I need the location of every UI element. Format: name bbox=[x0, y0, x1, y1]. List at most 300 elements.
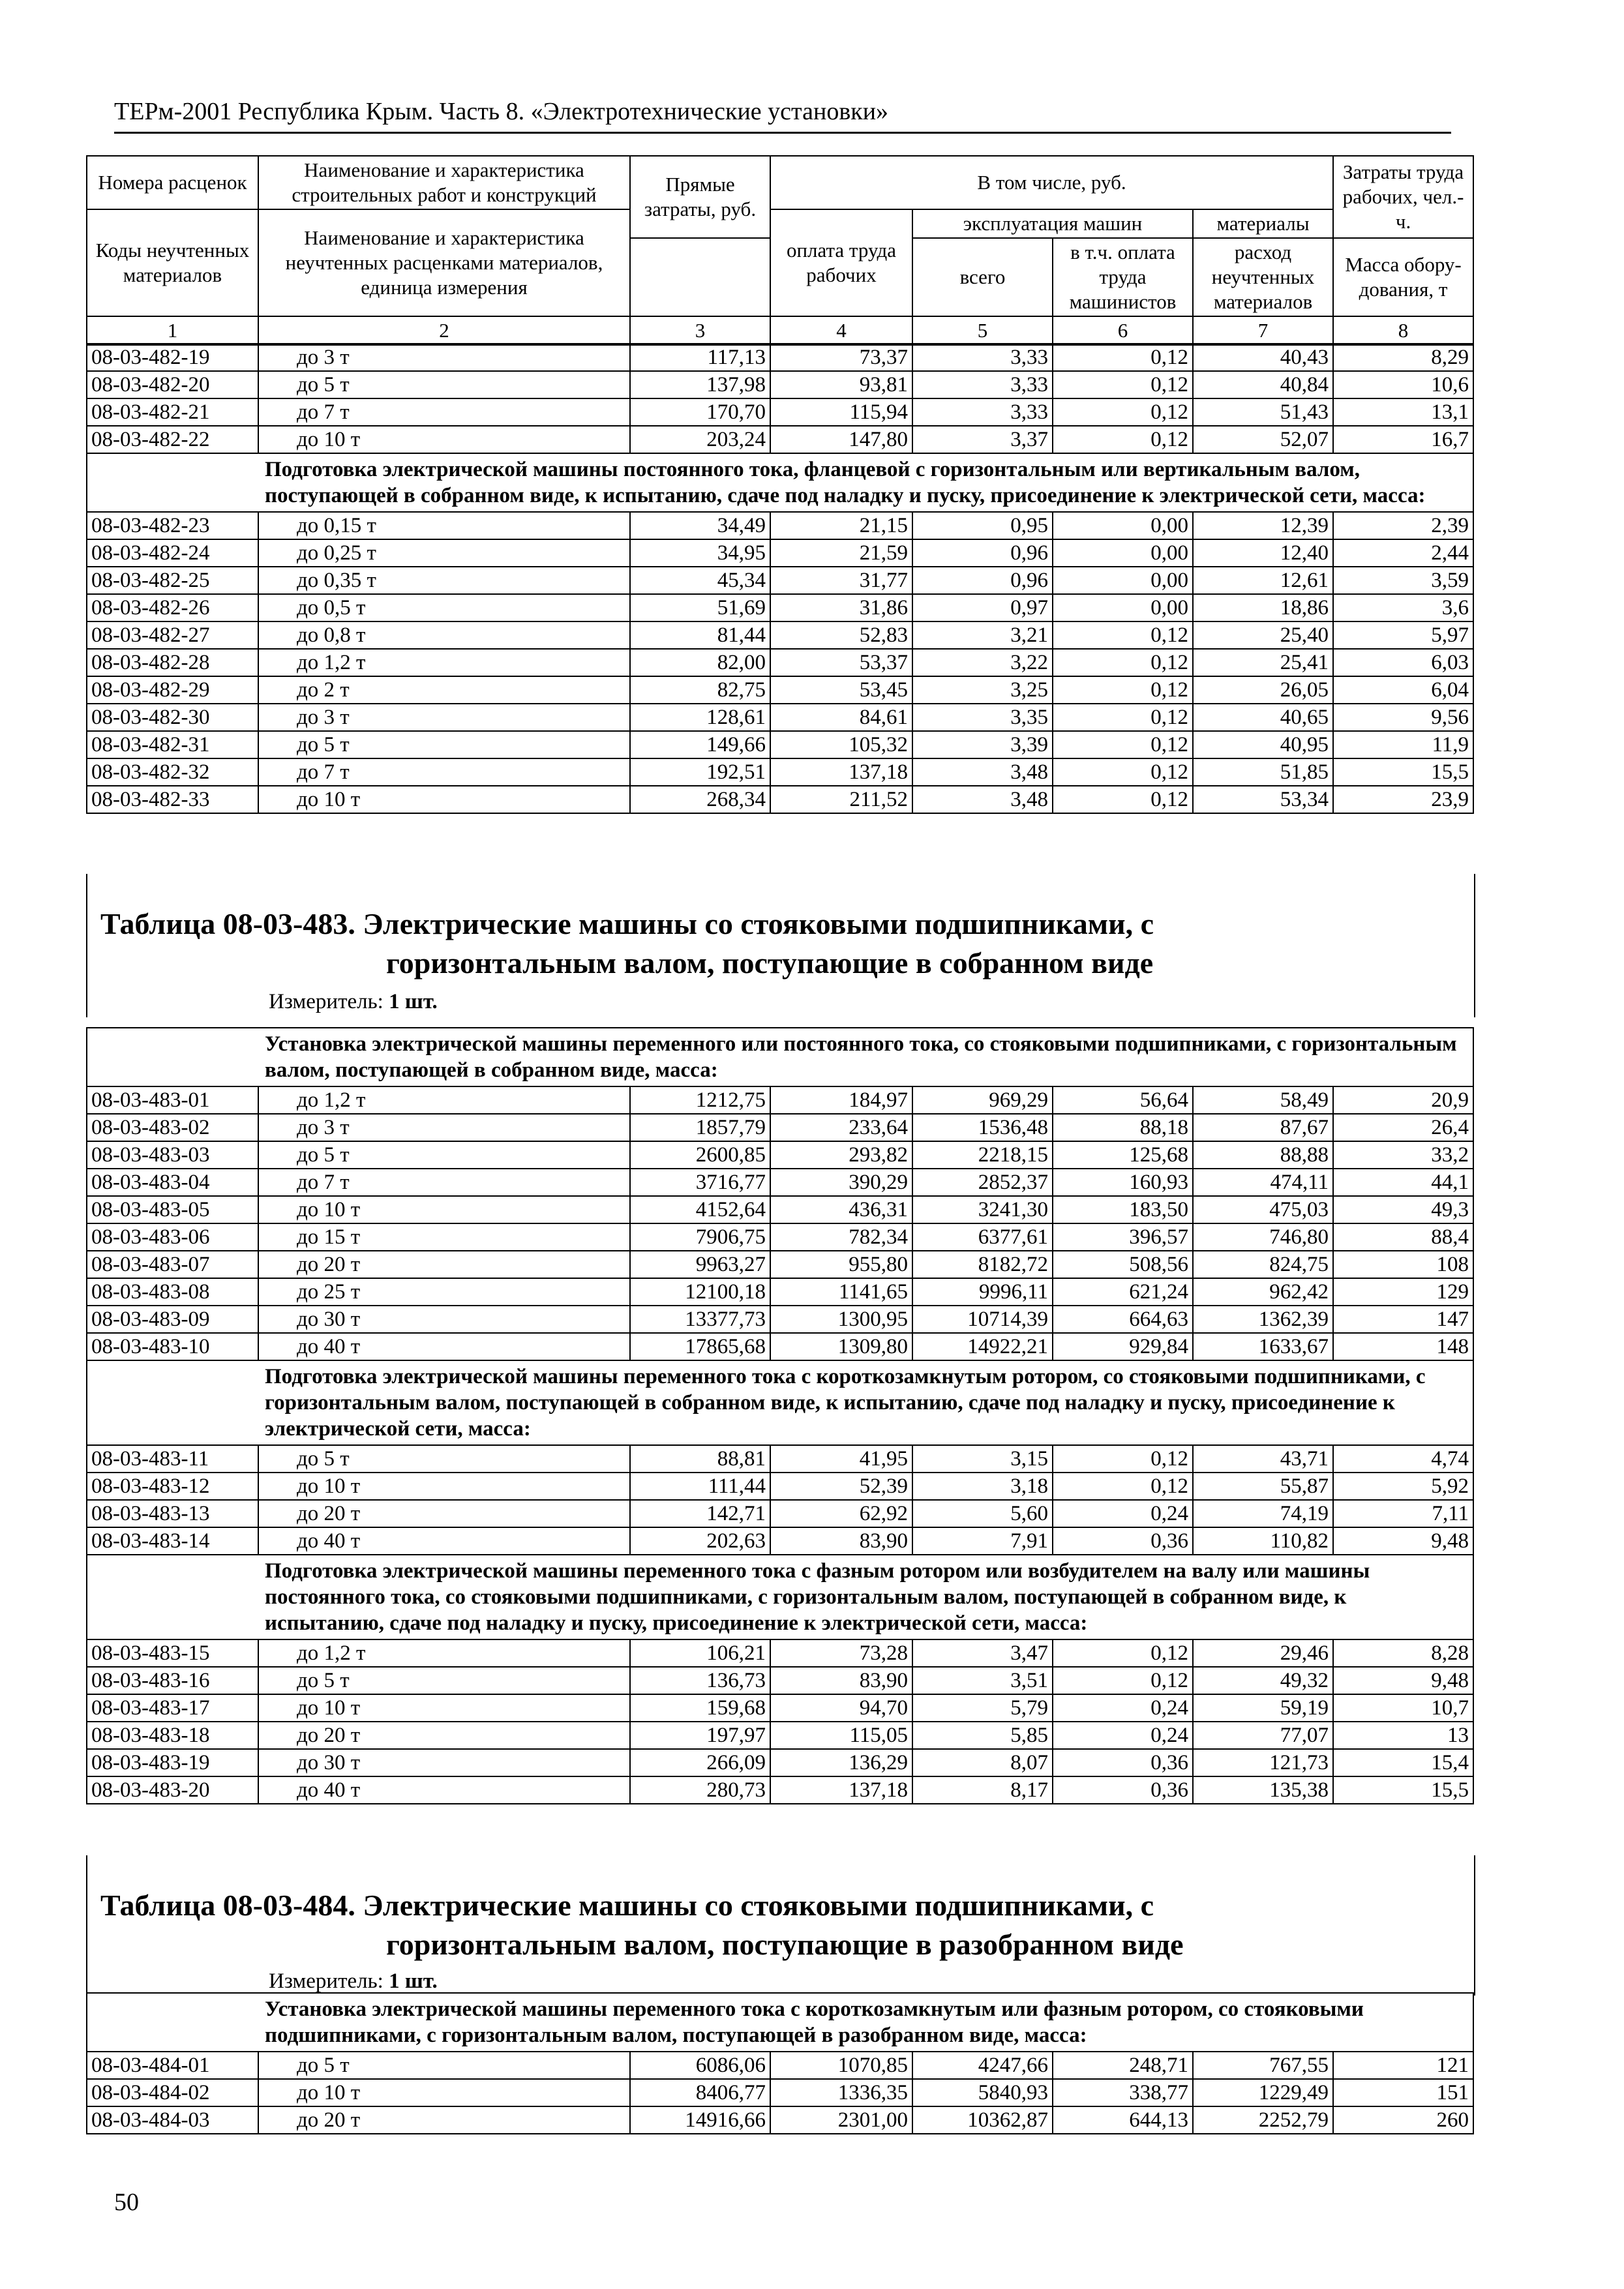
rate-name: до 10 т bbox=[258, 1694, 630, 1722]
materials: 25,41 bbox=[1193, 649, 1333, 676]
table-row bbox=[87, 1667, 1473, 1694]
operator-pay: 664,63 bbox=[1053, 1306, 1193, 1333]
machine-total: 3,35 bbox=[912, 704, 1053, 731]
labor-pay: 293,82 bbox=[770, 1141, 912, 1169]
machine-total: 5,79 bbox=[912, 1694, 1053, 1722]
section-description: Подготовка электрической машины постоянного тока, фланцевой с горизонтальным или вертикальным валом, поступающей в собранном виде, к испытанию, сдаче под наладку и пуску, присоединение к электрической сети, масса: bbox=[258, 453, 1473, 512]
machine-total: 3,33 bbox=[912, 344, 1053, 371]
hdr-num-4: 4 bbox=[770, 316, 912, 345]
page-number: 50 bbox=[114, 2189, 139, 2216]
machine-total: 14922,21 bbox=[912, 1333, 1053, 1360]
machine-total: 10362,87 bbox=[912, 2106, 1053, 2134]
section-description: Подготовка электрической машины переменного тока с фазным ротором или возбудителем на валу или машины постоянного тока, со стояковыми подшипниками, с горизонтальным валом, поступающей в собранном виде, к испытанию, сдаче под наладку и пуску, присоединение к электрической сети, масса: bbox=[258, 1555, 1473, 1639]
operator-pay: 125,68 bbox=[1053, 1141, 1193, 1169]
rate-code: 08-03-482-21 bbox=[87, 398, 258, 426]
labor-hours: 147 bbox=[1333, 1306, 1473, 1333]
machine-total: 0,96 bbox=[912, 539, 1053, 567]
direct-cost: 117,13 bbox=[630, 344, 770, 371]
operator-pay: 0,00 bbox=[1053, 567, 1193, 594]
rate-name: до 20 т bbox=[258, 1722, 630, 1749]
labor-pay: 93,81 bbox=[770, 371, 912, 398]
hdr-c1b: Коды неучтенных материалов bbox=[87, 209, 258, 316]
rate-name: до 7 т bbox=[258, 398, 630, 426]
labor-hours: 108 bbox=[1333, 1251, 1473, 1278]
section-spacer bbox=[87, 1360, 258, 1445]
operator-pay: 0,36 bbox=[1053, 1527, 1193, 1555]
labor-hours: 7,11 bbox=[1333, 1500, 1473, 1527]
materials: 51,85 bbox=[1193, 758, 1333, 786]
labor-pay: 1300,95 bbox=[770, 1306, 912, 1333]
operator-pay: 0,24 bbox=[1053, 1722, 1193, 1749]
rate-name: до 10 т bbox=[258, 2079, 630, 2106]
labor-hours: 3,59 bbox=[1333, 567, 1473, 594]
labor-hours: 151 bbox=[1333, 2079, 1473, 2106]
labor-hours: 121 bbox=[1333, 2052, 1473, 2079]
rate-name: до 5 т bbox=[258, 1667, 630, 1694]
measure-label: Измеритель: bbox=[269, 990, 383, 1013]
machine-total: 3,48 bbox=[912, 758, 1053, 786]
rate-name: до 3 т bbox=[258, 704, 630, 731]
table-row bbox=[87, 512, 1473, 539]
labor-hours: 9,48 bbox=[1333, 1527, 1473, 1555]
rate-name: до 7 т bbox=[258, 1169, 630, 1196]
hdr-c1a: Номера расценок bbox=[87, 156, 258, 209]
rate-name: до 0,8 т bbox=[258, 621, 630, 649]
section-description: Подготовка электрической машины переменного тока с короткозамкнутым ротором, со стояковыми подшипниками, с горизонтальным валом, поступающей в собранном виде, к испытанию, сдаче под наладку и пуску, присоединение к электрической сети, масса: bbox=[258, 1360, 1473, 1445]
direct-cost: 2600,85 bbox=[630, 1141, 770, 1169]
table-row bbox=[87, 1141, 1473, 1169]
labor-pay: 184,97 bbox=[770, 1086, 912, 1114]
table-row bbox=[87, 621, 1473, 649]
operator-pay: 644,13 bbox=[1053, 2106, 1193, 2134]
rate-code: 08-03-482-32 bbox=[87, 758, 258, 786]
labor-hours: 20,9 bbox=[1333, 1086, 1473, 1114]
hdr-num-8: 8 bbox=[1333, 316, 1473, 345]
rate-code: 08-03-483-07 bbox=[87, 1251, 258, 1278]
labor-hours: 260 bbox=[1333, 2106, 1473, 2134]
operator-pay: 0,24 bbox=[1053, 1694, 1193, 1722]
materials: 87,67 bbox=[1193, 1114, 1333, 1141]
rate-code: 08-03-483-06 bbox=[87, 1223, 258, 1251]
header-rule bbox=[114, 132, 1451, 134]
section-row bbox=[87, 1555, 1473, 1639]
labor-hours: 10,6 bbox=[1333, 371, 1473, 398]
rate-code: 08-03-483-01 bbox=[87, 1086, 258, 1114]
rate-name: до 2 т bbox=[258, 676, 630, 704]
labor-hours: 9,48 bbox=[1333, 1667, 1473, 1694]
direct-cost: 4152,64 bbox=[630, 1196, 770, 1223]
operator-pay: 0,12 bbox=[1053, 786, 1193, 813]
section-row bbox=[87, 1360, 1473, 1445]
direct-cost: 34,95 bbox=[630, 539, 770, 567]
column-header-table bbox=[86, 155, 1474, 346]
rate-code: 08-03-483-09 bbox=[87, 1306, 258, 1333]
machine-total: 969,29 bbox=[912, 1086, 1053, 1114]
labor-hours: 10,7 bbox=[1333, 1694, 1473, 1722]
table-row bbox=[87, 344, 1473, 371]
rate-code: 08-03-482-26 bbox=[87, 594, 258, 621]
machine-total: 8,17 bbox=[912, 1776, 1053, 1804]
rate-code: 08-03-482-24 bbox=[87, 539, 258, 567]
materials: 824,75 bbox=[1193, 1251, 1333, 1278]
labor-pay: 73,37 bbox=[770, 344, 912, 371]
machine-total: 0,97 bbox=[912, 594, 1053, 621]
operator-pay: 160,93 bbox=[1053, 1169, 1193, 1196]
direct-cost: 266,09 bbox=[630, 1749, 770, 1776]
operator-pay: 0,12 bbox=[1053, 398, 1193, 426]
rate-name: до 0,15 т bbox=[258, 512, 630, 539]
rate-code: 08-03-482-27 bbox=[87, 621, 258, 649]
rate-name: до 5 т bbox=[258, 1445, 630, 1473]
machine-total: 2852,37 bbox=[912, 1169, 1053, 1196]
rate-name: до 10 т bbox=[258, 786, 630, 813]
labor-pay: 53,45 bbox=[770, 676, 912, 704]
direct-cost: 203,24 bbox=[630, 426, 770, 453]
machine-total: 3241,30 bbox=[912, 1196, 1053, 1223]
table-row bbox=[87, 2079, 1473, 2106]
operator-pay: 0,12 bbox=[1053, 649, 1193, 676]
measure-value: 1 шт. bbox=[389, 1969, 438, 1993]
labor-hours: 15,5 bbox=[1333, 758, 1473, 786]
rate-code: 08-03-483-03 bbox=[87, 1141, 258, 1169]
materials: 767,55 bbox=[1193, 2052, 1333, 2079]
rate-code: 08-03-483-04 bbox=[87, 1169, 258, 1196]
table-483-title-line1: Таблица 08-03-483. Электрические машины со стояковыми подшипниками, с bbox=[100, 907, 1154, 940]
operator-pay: 0,12 bbox=[1053, 371, 1193, 398]
hdr-c3: Прямые затраты, руб. bbox=[630, 156, 770, 238]
labor-hours: 4,74 bbox=[1333, 1445, 1473, 1473]
rate-code: 08-03-483-18 bbox=[87, 1722, 258, 1749]
table-row bbox=[87, 1251, 1473, 1278]
section-spacer bbox=[87, 1993, 258, 2052]
machine-total: 3,48 bbox=[912, 786, 1053, 813]
rate-name: до 20 т bbox=[258, 2106, 630, 2134]
table-row bbox=[87, 1694, 1473, 1722]
materials: 59,19 bbox=[1193, 1694, 1333, 1722]
direct-cost: 13377,73 bbox=[630, 1306, 770, 1333]
machine-total: 8,07 bbox=[912, 1749, 1053, 1776]
rate-code: 08-03-483-14 bbox=[87, 1527, 258, 1555]
section-spacer bbox=[87, 453, 258, 512]
rate-code: 08-03-483-10 bbox=[87, 1333, 258, 1360]
direct-cost: 6086,06 bbox=[630, 2052, 770, 2079]
machine-total: 9996,11 bbox=[912, 1278, 1053, 1306]
labor-hours: 26,4 bbox=[1333, 1114, 1473, 1141]
section-description: Установка электрической машины переменного тока с короткозамкнутым или фазным ротором, со стояковыми подшипниками, с горизонтальным валом, поступающей в разобранном виде, масса: bbox=[258, 1993, 1473, 2052]
labor-hours: 2,44 bbox=[1333, 539, 1473, 567]
rate-name: до 30 т bbox=[258, 1749, 630, 1776]
operator-pay: 0,24 bbox=[1053, 1500, 1193, 1527]
labor-pay: 41,95 bbox=[770, 1445, 912, 1473]
materials: 29,46 bbox=[1193, 1639, 1333, 1667]
machine-total: 6377,61 bbox=[912, 1223, 1053, 1251]
materials: 475,03 bbox=[1193, 1196, 1333, 1223]
labor-pay: 52,39 bbox=[770, 1473, 912, 1500]
rates-table-483 bbox=[86, 1027, 1474, 1804]
direct-cost: 159,68 bbox=[630, 1694, 770, 1722]
machine-total: 3,15 bbox=[912, 1445, 1053, 1473]
direct-cost: 17865,68 bbox=[630, 1333, 770, 1360]
machine-total: 3,18 bbox=[912, 1473, 1053, 1500]
labor-pay: 1141,65 bbox=[770, 1278, 912, 1306]
materials: 74,19 bbox=[1193, 1500, 1333, 1527]
hdr-machines: эксплуатация машин bbox=[912, 209, 1193, 238]
labor-hours: 5,92 bbox=[1333, 1473, 1473, 1500]
labor-pay: 115,94 bbox=[770, 398, 912, 426]
table-484-title-line1: Таблица 08-03-484. Электрические машины со стояковыми подшипниками, с bbox=[100, 1889, 1154, 1922]
materials: 26,05 bbox=[1193, 676, 1333, 704]
operator-pay: 508,56 bbox=[1053, 1251, 1193, 1278]
direct-cost: 268,34 bbox=[630, 786, 770, 813]
rate-code: 08-03-483-17 bbox=[87, 1694, 258, 1722]
direct-cost: 82,75 bbox=[630, 676, 770, 704]
rate-name: до 0,25 т bbox=[258, 539, 630, 567]
table-row bbox=[87, 2052, 1473, 2079]
section-spacer bbox=[87, 1028, 258, 1086]
direct-cost: 111,44 bbox=[630, 1473, 770, 1500]
section-row bbox=[87, 1993, 1473, 2052]
labor-hours: 129 bbox=[1333, 1278, 1473, 1306]
rate-name: до 10 т bbox=[258, 426, 630, 453]
rate-name: до 1,2 т bbox=[258, 649, 630, 676]
materials: 77,07 bbox=[1193, 1722, 1333, 1749]
table-row bbox=[87, 567, 1473, 594]
labor-hours: 88,4 bbox=[1333, 1223, 1473, 1251]
operator-pay: 0,00 bbox=[1053, 539, 1193, 567]
rate-code: 08-03-482-25 bbox=[87, 567, 258, 594]
table-484-title-line2: горизонтальным валом, поступающие в разобранном виде bbox=[386, 1928, 1184, 1961]
rate-name: до 3 т bbox=[258, 344, 630, 371]
hdr-incl: В том числе, руб. bbox=[770, 156, 1333, 209]
rate-name: до 10 т bbox=[258, 1196, 630, 1223]
table-row bbox=[87, 1527, 1473, 1555]
table-row bbox=[87, 1086, 1473, 1114]
labor-pay: 83,90 bbox=[770, 1667, 912, 1694]
materials: 51,43 bbox=[1193, 398, 1333, 426]
table-row bbox=[87, 594, 1473, 621]
table-row bbox=[87, 1196, 1473, 1223]
machine-total: 4247,66 bbox=[912, 2052, 1053, 2079]
labor-hours: 2,39 bbox=[1333, 512, 1473, 539]
operator-pay: 88,18 bbox=[1053, 1114, 1193, 1141]
rate-code: 08-03-483-11 bbox=[87, 1445, 258, 1473]
machine-total: 3,25 bbox=[912, 676, 1053, 704]
hdr-c8a: Затраты труда рабочих, чел.-ч. bbox=[1333, 156, 1473, 238]
section-row bbox=[87, 453, 1473, 512]
hdr-num-7: 7 bbox=[1193, 316, 1333, 345]
machine-total: 3,51 bbox=[912, 1667, 1053, 1694]
direct-cost: 8406,77 bbox=[630, 2079, 770, 2106]
materials: 58,49 bbox=[1193, 1086, 1333, 1114]
rate-code: 08-03-484-02 bbox=[87, 2079, 258, 2106]
hdr-materials: материалы bbox=[1193, 209, 1333, 238]
direct-cost: 88,81 bbox=[630, 1445, 770, 1473]
operator-pay: 0,12 bbox=[1053, 1639, 1193, 1667]
rate-name: до 5 т bbox=[258, 731, 630, 758]
table-row bbox=[87, 2106, 1473, 2134]
operator-pay: 0,36 bbox=[1053, 1749, 1193, 1776]
rate-name: до 30 т bbox=[258, 1306, 630, 1333]
operator-pay: 56,64 bbox=[1053, 1086, 1193, 1114]
table-row bbox=[87, 1500, 1473, 1527]
machine-total: 5840,93 bbox=[912, 2079, 1053, 2106]
machine-total: 1536,48 bbox=[912, 1114, 1053, 1141]
machine-total: 2218,15 bbox=[912, 1141, 1053, 1169]
direct-cost: 128,61 bbox=[630, 704, 770, 731]
labor-pay: 105,32 bbox=[770, 731, 912, 758]
labor-pay: 955,80 bbox=[770, 1251, 912, 1278]
materials: 12,39 bbox=[1193, 512, 1333, 539]
materials: 474,11 bbox=[1193, 1169, 1333, 1196]
machine-total: 8182,72 bbox=[912, 1251, 1053, 1278]
labor-hours: 6,04 bbox=[1333, 676, 1473, 704]
table-row bbox=[87, 1306, 1473, 1333]
labor-pay: 436,31 bbox=[770, 1196, 912, 1223]
rate-code: 08-03-483-12 bbox=[87, 1473, 258, 1500]
rate-code: 08-03-482-29 bbox=[87, 676, 258, 704]
machine-total: 3,39 bbox=[912, 731, 1053, 758]
labor-pay: 1336,35 bbox=[770, 2079, 912, 2106]
operator-pay: 0,12 bbox=[1053, 1473, 1193, 1500]
labor-hours: 6,03 bbox=[1333, 649, 1473, 676]
rate-name: до 20 т bbox=[258, 1500, 630, 1527]
direct-cost: 81,44 bbox=[630, 621, 770, 649]
direct-cost: 192,51 bbox=[630, 758, 770, 786]
materials: 88,88 bbox=[1193, 1141, 1333, 1169]
machine-total: 3,22 bbox=[912, 649, 1053, 676]
labor-hours: 5,97 bbox=[1333, 621, 1473, 649]
section-description: Установка электрической машины переменного или постоянного тока, со стояковыми подшипниками, с горизонтальным валом, поступающей в собранном виде, масса: bbox=[258, 1028, 1473, 1086]
table-483-title-line2: горизонтальным валом, поступающие в собранном виде bbox=[386, 946, 1154, 980]
labor-pay: 94,70 bbox=[770, 1694, 912, 1722]
operator-pay: 0,00 bbox=[1053, 512, 1193, 539]
table-row bbox=[87, 398, 1473, 426]
rate-code: 08-03-482-19 bbox=[87, 344, 258, 371]
labor-hours: 44,1 bbox=[1333, 1169, 1473, 1196]
hdr-c2a: Наименование и характеристика строительных работ и конструкций bbox=[258, 156, 630, 209]
table-row bbox=[87, 1639, 1473, 1667]
materials: 1633,67 bbox=[1193, 1333, 1333, 1360]
hdr-num-2: 2 bbox=[258, 316, 630, 345]
table-row bbox=[87, 371, 1473, 398]
hdr-c4: оплата труда рабочих bbox=[770, 209, 912, 316]
labor-hours: 16,7 bbox=[1333, 426, 1473, 453]
rate-name: до 1,2 т bbox=[258, 1086, 630, 1114]
labor-hours: 13,1 bbox=[1333, 398, 1473, 426]
materials: 110,82 bbox=[1193, 1527, 1333, 1555]
labor-hours: 148 bbox=[1333, 1333, 1473, 1360]
rate-name: до 20 т bbox=[258, 1251, 630, 1278]
hdr-c7: расход неучтенных материалов bbox=[1193, 238, 1333, 316]
machine-total: 3,21 bbox=[912, 621, 1053, 649]
rate-name: до 40 т bbox=[258, 1333, 630, 1360]
rate-name: до 10 т bbox=[258, 1473, 630, 1500]
operator-pay: 0,12 bbox=[1053, 426, 1193, 453]
direct-cost: 170,70 bbox=[630, 398, 770, 426]
rate-name: до 7 т bbox=[258, 758, 630, 786]
labor-hours: 15,4 bbox=[1333, 1749, 1473, 1776]
machine-total: 0,95 bbox=[912, 512, 1053, 539]
labor-pay: 21,59 bbox=[770, 539, 912, 567]
machine-total: 3,47 bbox=[912, 1639, 1053, 1667]
labor-pay: 390,29 bbox=[770, 1169, 912, 1196]
direct-cost: 197,97 bbox=[630, 1722, 770, 1749]
labor-pay: 137,18 bbox=[770, 1776, 912, 1804]
operator-pay: 0,12 bbox=[1053, 676, 1193, 704]
operator-pay: 621,24 bbox=[1053, 1278, 1193, 1306]
operator-pay: 0,12 bbox=[1053, 758, 1193, 786]
machine-total: 3,33 bbox=[912, 398, 1053, 426]
direct-cost: 149,66 bbox=[630, 731, 770, 758]
table-483-measure bbox=[269, 990, 438, 1014]
materials: 52,07 bbox=[1193, 426, 1333, 453]
rate-name: до 3 т bbox=[258, 1114, 630, 1141]
operator-pay: 248,71 bbox=[1053, 2052, 1193, 2079]
table-row bbox=[87, 1223, 1473, 1251]
labor-pay: 233,64 bbox=[770, 1114, 912, 1141]
labor-pay: 2301,00 bbox=[770, 2106, 912, 2134]
operator-pay: 338,77 bbox=[1053, 2079, 1193, 2106]
operator-pay: 0,12 bbox=[1053, 621, 1193, 649]
operator-pay: 0,12 bbox=[1053, 731, 1193, 758]
direct-cost: 12100,18 bbox=[630, 1278, 770, 1306]
machine-total: 5,60 bbox=[912, 1500, 1053, 1527]
table-row bbox=[87, 539, 1473, 567]
hdr-c6: в т.ч. оплата труда машинистов bbox=[1053, 238, 1193, 316]
materials: 12,61 bbox=[1193, 567, 1333, 594]
table-row bbox=[87, 1114, 1473, 1141]
direct-cost: 202,63 bbox=[630, 1527, 770, 1555]
direct-cost: 1212,75 bbox=[630, 1086, 770, 1114]
labor-pay: 115,05 bbox=[770, 1722, 912, 1749]
materials: 12,40 bbox=[1193, 539, 1333, 567]
rate-name: до 5 т bbox=[258, 1141, 630, 1169]
hdr-num-1: 1 bbox=[87, 316, 258, 345]
table-484-heading-block bbox=[86, 1855, 1475, 1996]
table-483-heading-block bbox=[86, 874, 1475, 1017]
measure-value: 1 шт. bbox=[389, 990, 438, 1013]
labor-hours: 8,29 bbox=[1333, 344, 1473, 371]
rate-name: до 5 т bbox=[258, 371, 630, 398]
labor-pay: 73,28 bbox=[770, 1639, 912, 1667]
table-row bbox=[87, 1445, 1473, 1473]
table-row bbox=[87, 758, 1473, 786]
rate-code: 08-03-483-02 bbox=[87, 1114, 258, 1141]
rates-table-482 bbox=[86, 343, 1474, 814]
labor-pay: 84,61 bbox=[770, 704, 912, 731]
hdr-c8b: Масса обору-дования, т bbox=[1333, 238, 1473, 316]
rate-code: 08-03-483-13 bbox=[87, 1500, 258, 1527]
materials: 40,95 bbox=[1193, 731, 1333, 758]
materials: 962,42 bbox=[1193, 1278, 1333, 1306]
machine-total: 5,85 bbox=[912, 1722, 1053, 1749]
machine-total: 3,37 bbox=[912, 426, 1053, 453]
hdr-num-6: 6 bbox=[1053, 316, 1193, 345]
rate-name: до 1,2 т bbox=[258, 1639, 630, 1667]
operator-pay: 0,12 bbox=[1053, 1667, 1193, 1694]
hdr-c5: всего bbox=[912, 238, 1053, 316]
direct-cost: 106,21 bbox=[630, 1639, 770, 1667]
labor-hours: 3,6 bbox=[1333, 594, 1473, 621]
rate-code: 08-03-482-33 bbox=[87, 786, 258, 813]
section-spacer bbox=[87, 1555, 258, 1639]
labor-hours: 15,5 bbox=[1333, 1776, 1473, 1804]
rate-code: 08-03-484-01 bbox=[87, 2052, 258, 2079]
labor-pay: 136,29 bbox=[770, 1749, 912, 1776]
rate-name: до 0,5 т bbox=[258, 594, 630, 621]
labor-pay: 21,15 bbox=[770, 512, 912, 539]
rate-name: до 5 т bbox=[258, 2052, 630, 2079]
